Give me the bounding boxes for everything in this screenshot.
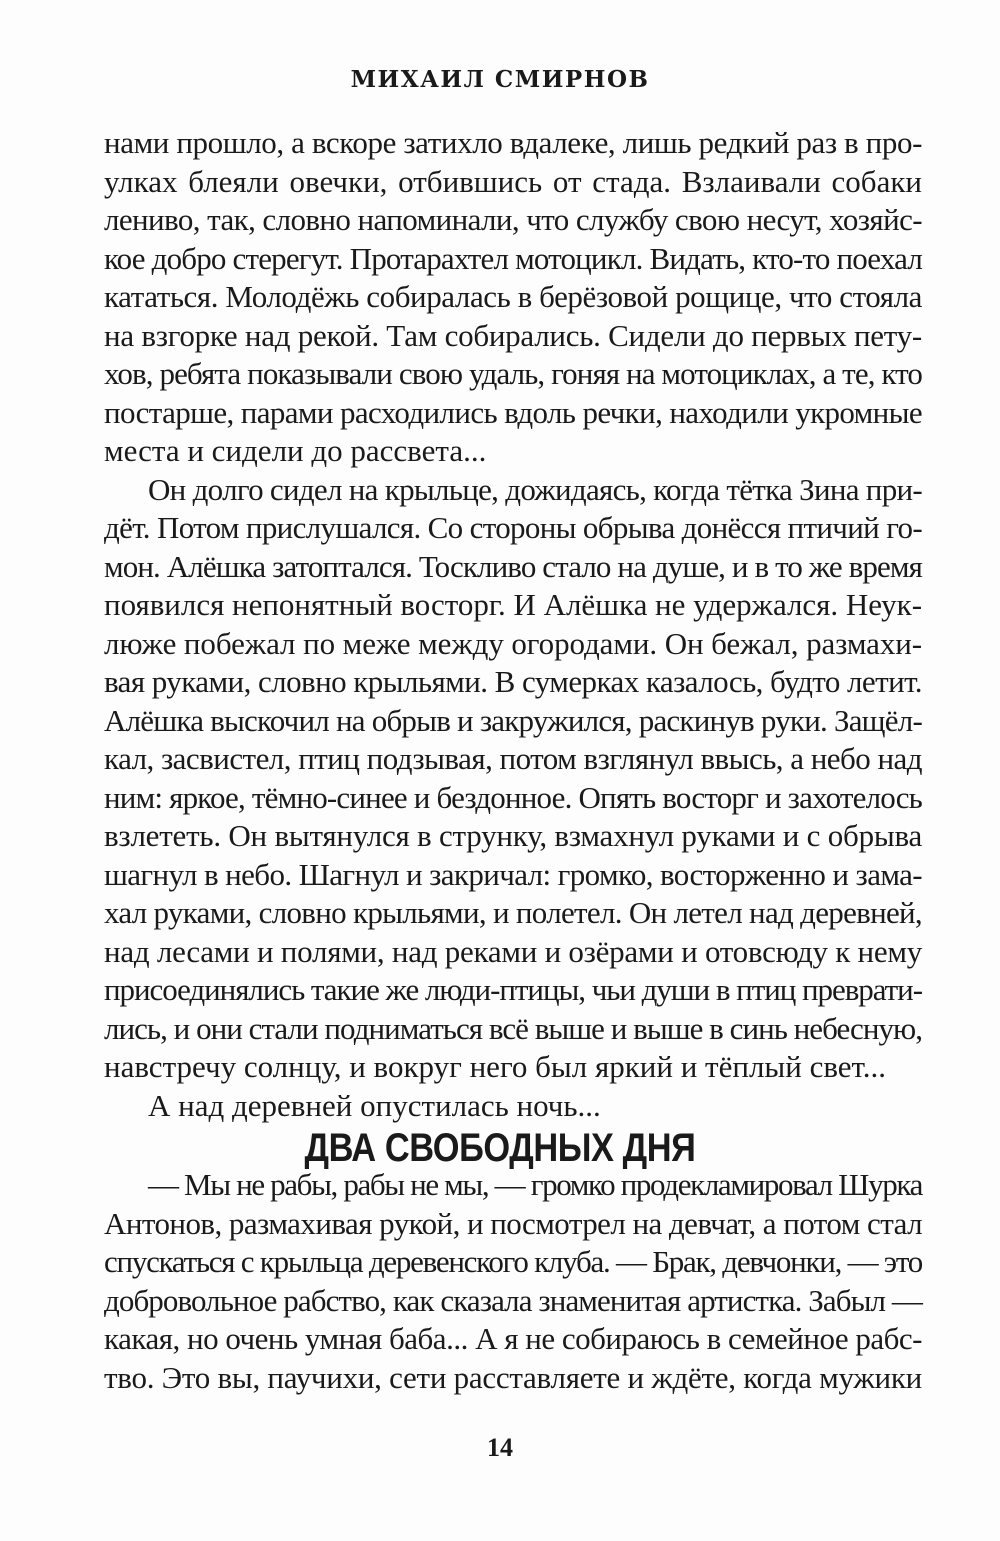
- text-line: над лесами и полями, над реками и озёрами и отовсюду к нему: [104, 933, 922, 969]
- chapter-title: ДВА СВОБОДНЫХ ДНЯ: [304, 1126, 696, 1170]
- text-line: шагнул в небо. Шагнул и закричал: громко, восторженно и зама-: [104, 856, 922, 892]
- text-line: улках блеяли овечки, отбившись от стада. Взлаивали собаки: [104, 163, 922, 199]
- text-line: Антонов, размахивая рукой, и посмотрел на девчат, а потом стал: [104, 1205, 922, 1241]
- text-line: постарше, парами расходились вдоль речки, находили укромные: [104, 394, 922, 430]
- text-line: кал, засвистел, птиц подзывая, потом взглянул ввысь, а небо над: [104, 741, 922, 776]
- text-line: места и сидели до рассвета...: [104, 433, 487, 468]
- text-line: тво. Это вы, паучихи, сети расставляете и ждёте, когда мужики: [104, 1359, 922, 1395]
- text-line: лениво, так, словно напоминали, что службу свою несут, хозяйс-: [104, 202, 922, 237]
- text-line: люже побежал по меже между огородами. Он бежал, размахи-: [104, 625, 922, 661]
- text-line: кое добро стерегут. Протарахтел мотоцикл. Видать, кто-то поехал: [104, 240, 922, 276]
- text-line: какая, но очень умная баба... А я не собираюсь в семейное рабс-: [104, 1321, 922, 1356]
- text-line: Он долго сидел на крыльце, дожидаясь, когда тётка Зина при-: [148, 471, 922, 507]
- text-line: — Мы не рабы, рабы не мы, — громко продекламировал Шурка: [148, 1167, 922, 1202]
- text-line: мон. Алёшка затоптался. Тоскливо стало на душе, и в то же время: [104, 548, 922, 584]
- text-line: хал руками, словно крыльями, и полетел. Он летел над деревней,: [104, 895, 922, 930]
- page-number: 14: [487, 1433, 513, 1462]
- text-line: спускаться с крыльца деревенского клуба. — Брак, девчонки, — это: [104, 1244, 922, 1279]
- text-line: А над деревней опустилась ночь...: [148, 1087, 601, 1123]
- text-line: на взгорке над рекой. Там собирались. Сидели до первых пету-: [104, 317, 922, 353]
- story-ending-text: [104, 124, 922, 1125]
- text-line: дёт. Потом прислушался. Со стороны обрыва донёсся птичий го-: [104, 510, 922, 545]
- text-line: добровольное рабство, как сказала знаменитая артистка. Забыл —: [104, 1282, 922, 1318]
- text-line: Алёшка выскочил на обрыв и закружился, раскинув руки. Защёл-: [104, 702, 922, 738]
- text-line: кататься. Молодёжь собиралась в берёзовой рощице, что стояла: [104, 279, 922, 314]
- text-line: навстречу солнцу, и вокруг него был яркий и тёплый свет...: [104, 1049, 887, 1084]
- text-line: лись, и они стали подниматься всё выше и выше в синь небесную,: [104, 1010, 923, 1046]
- text-line: появился непонятный восторг. И Алёшка не удержался. Неук-: [104, 587, 922, 622]
- chapter-text: [104, 1166, 922, 1397]
- text-line: присоединялись такие же люди-птицы, чьи души в птиц преврати-: [104, 972, 922, 1007]
- text-line: нами прошло, а вскоре затихло вдалеке, лишь редкий раз в про-: [104, 125, 922, 160]
- text-line: хов, ребята показывали свою удаль, гоняя на мотоциклах, а те, кто: [104, 356, 922, 391]
- running-head: МИХАИЛ СМИРНОВ: [350, 66, 650, 93]
- text-line: ним: яркое, тёмно-синее и бездонное. Опять восторг и захотелось: [104, 779, 922, 815]
- text-line: вая руками, словно крыльями. В сумерках казалось, будто летит.: [104, 664, 922, 699]
- text-line: взлететь. Он вытянулся в струнку, взмахнул руками и с обрыва: [104, 818, 922, 853]
